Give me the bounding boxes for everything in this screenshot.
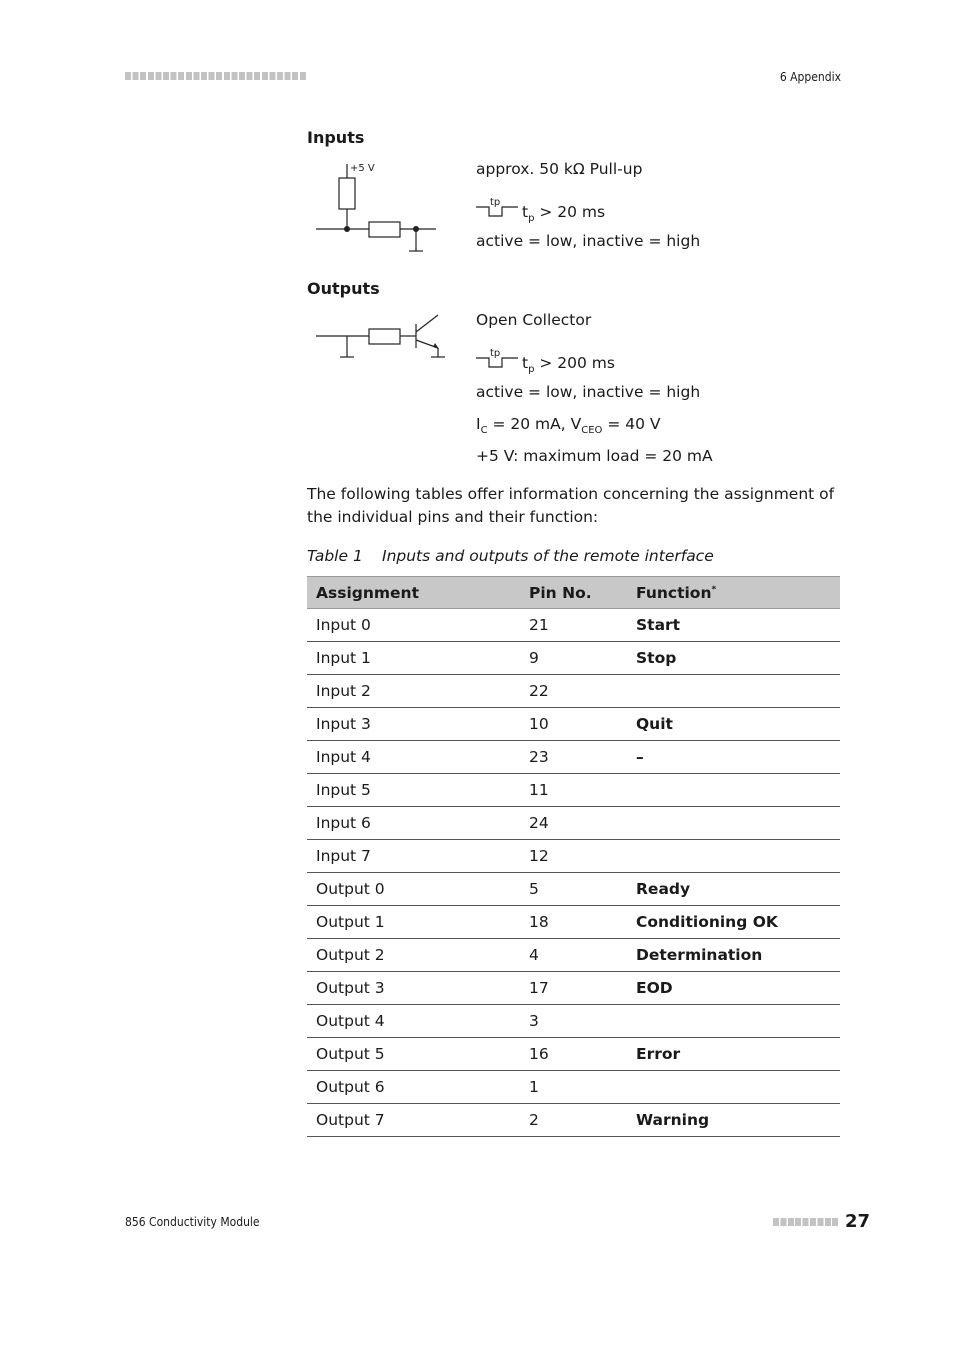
cell-pin-no: 2 (520, 1104, 627, 1137)
cell-function (627, 1071, 840, 1104)
cell-function: – (627, 741, 840, 774)
table-header-row (307, 577, 840, 609)
footer-product: 856 Conductivity Module (125, 1215, 260, 1229)
cell-function: Determination (627, 939, 840, 972)
table-row (307, 741, 840, 774)
cell-pin-no: 24 (520, 807, 627, 840)
cell-assignment: Input 4 (307, 741, 520, 774)
input-pulse-spec: tp $t_p > 20$ ms (476, 198, 605, 224)
cell-pin-no: 12 (520, 840, 627, 873)
cell-function: Ready (627, 873, 840, 906)
table-row (307, 774, 840, 807)
cell-function: EOD (627, 972, 840, 1005)
output-circuit-diagram (312, 310, 452, 365)
table-row (307, 840, 840, 873)
cell-pin-no: 18 (520, 906, 627, 939)
inputs-title: Inputs (307, 128, 365, 147)
intro-paragraph: The following tables offer information concerning the assignment of the individual pins and their function: (307, 485, 835, 526)
cell-pin-no: 1 (520, 1071, 627, 1104)
cell-assignment: Input 1 (307, 642, 520, 675)
pullup-spec: approx. 50 kΩ Pull-up (476, 160, 643, 178)
svg-text:tp: tp (490, 198, 501, 208)
caption-text: Inputs and outputs of the remote interface (382, 547, 714, 565)
cell-function (627, 675, 840, 708)
header-assignment: Assignment (307, 577, 520, 609)
cell-pin-no: 5 (520, 873, 627, 906)
svg-text:tp: tp (490, 349, 501, 359)
cell-assignment: Input 0 (307, 609, 520, 642)
header-pin-no: Pin No. (520, 577, 627, 609)
table-row (307, 1038, 840, 1071)
cell-pin-no: 3 (520, 1005, 627, 1038)
table-row (307, 807, 840, 840)
cell-assignment: Output 0 (307, 873, 520, 906)
cell-assignment: Output 1 (307, 906, 520, 939)
table-row (307, 972, 840, 1005)
pulse-width-icon (476, 198, 518, 220)
input-logic-spec: active = low, inactive = high (476, 232, 701, 250)
cell-pin-no: 11 (520, 774, 627, 807)
header-function: Function* (627, 577, 840, 609)
page-number: 27 (845, 1211, 871, 1232)
pin-assignment-table (307, 576, 840, 1137)
table-row (307, 609, 840, 642)
footer-marker (773, 1218, 839, 1226)
table-row (307, 873, 840, 906)
cell-function: Start (627, 609, 840, 642)
table-row (307, 1104, 840, 1137)
cell-pin-no: 9 (520, 642, 627, 675)
cell-function (627, 807, 840, 840)
cell-assignment: Output 7 (307, 1104, 520, 1137)
footnote-marker: * (711, 584, 717, 595)
header-marker (125, 72, 307, 80)
cell-function (627, 1005, 840, 1038)
cell-assignment: Output 6 (307, 1071, 520, 1104)
cell-function: Stop (627, 642, 840, 675)
caption-number: Table 1 (307, 547, 363, 565)
table-row (307, 939, 840, 972)
cell-assignment: Input 7 (307, 840, 520, 873)
cell-function: Warning (627, 1104, 840, 1137)
table-row (307, 708, 840, 741)
cell-pin-no: 17 (520, 972, 627, 1005)
outputs-title: Outputs (307, 279, 380, 298)
cell-assignment: Input 6 (307, 807, 520, 840)
cell-assignment: Input 5 (307, 774, 520, 807)
header-section: 6 Appendix (779, 70, 841, 84)
cell-assignment: Output 5 (307, 1038, 520, 1071)
output-load-spec: +5 V: maximum load = 20 mA (476, 447, 713, 465)
cell-pin-no: 22 (520, 675, 627, 708)
table-row (307, 906, 840, 939)
cell-assignment: Output 4 (307, 1005, 520, 1038)
pulse-width-icon (476, 349, 518, 371)
input-circuit-diagram (312, 158, 442, 258)
cell-function: Conditioning OK (627, 906, 840, 939)
cell-function (627, 774, 840, 807)
cell-assignment: Output 3 (307, 972, 520, 1005)
cell-pin-no: 21 (520, 609, 627, 642)
cell-assignment: Input 2 (307, 675, 520, 708)
output-pulse-spec: tp $t_p > 200$ ms (476, 349, 615, 375)
output-logic-spec: active = low, inactive = high (476, 383, 701, 401)
table-row (307, 1071, 840, 1104)
cell-pin-no: 4 (520, 939, 627, 972)
cell-function (627, 840, 840, 873)
cell-pin-no: 16 (520, 1038, 627, 1071)
supply-label: +5 V (350, 163, 375, 174)
table-row (307, 1005, 840, 1038)
cell-pin-no: 10 (520, 708, 627, 741)
cell-assignment: Output 2 (307, 939, 520, 972)
cell-pin-no: 23 (520, 741, 627, 774)
table-row (307, 642, 840, 675)
cell-assignment: Input 3 (307, 708, 520, 741)
table-caption (307, 547, 714, 565)
output-type-spec: Open Collector (476, 311, 592, 329)
table-row (307, 675, 840, 708)
cell-function: Error (627, 1038, 840, 1071)
output-ratings-spec: $I_C = 20$ mA, $V_{CEO} = 40$ V (476, 415, 661, 437)
cell-function: Quit (627, 708, 840, 741)
